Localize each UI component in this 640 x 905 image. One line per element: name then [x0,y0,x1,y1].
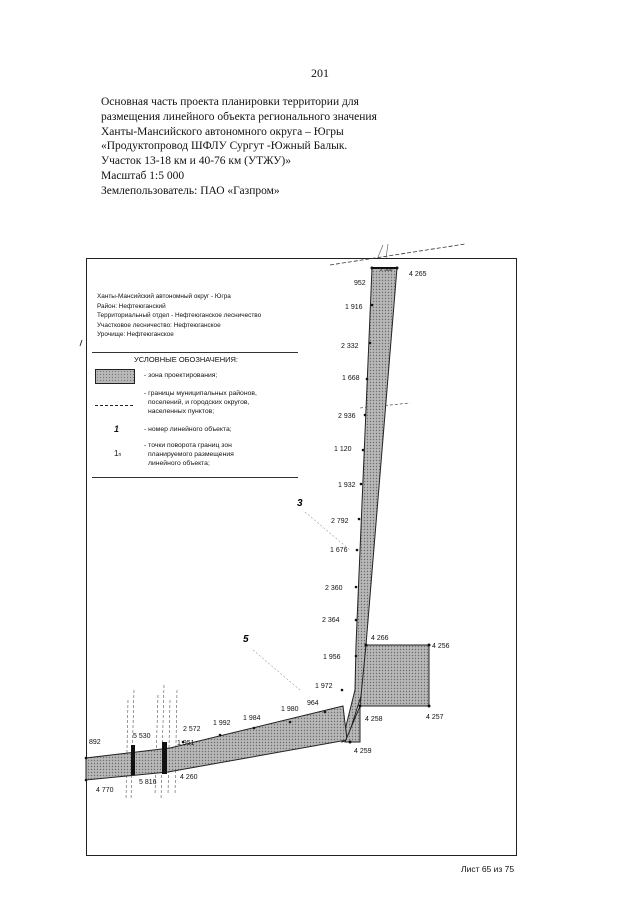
point-label: 1 972 [315,683,333,690]
point-label: 1 120 [334,446,352,453]
header-line: Основная часть проекта планировки территории для [101,96,359,108]
legend-object-text: - номер линейного объекта; [144,426,232,433]
object-number-label: 5 [243,634,249,645]
point-label: 4 770 [96,787,114,794]
point-label: 2 388 [380,267,393,273]
design-zone-horizontal [86,706,347,780]
point-label: 1 951 [177,740,195,747]
point-label: 2 360 [325,585,343,592]
legend-borders-line: населенных пунктов; [148,408,215,415]
point-label: 892 [89,739,101,746]
point-label: 4 259 [354,748,372,755]
leader-line [253,650,300,690]
point-label: 1 984 [243,715,261,722]
header-line: размещения линейного объекта регионального значения [101,110,377,123]
legend-borders-line: - границы муниципальных районов, [144,390,257,397]
page-number: 201 [311,66,329,80]
legend-points-line: - точки поворота границ зон [144,442,232,449]
legend-points-line: линейного объекта; [148,460,210,467]
boundary-line [80,340,82,346]
boundary-line [378,245,383,257]
location-info [97,292,261,340]
header-line: «Продуктопровод ШФЛУ Сургут -Южный Балык. [101,140,348,153]
header-line: Ханты-Мансийского автономного округа – Югры [101,125,344,138]
object-number-label: 3 [297,498,303,509]
scale-line: Масштаб 1:5 000 [101,169,185,182]
point-label: 4 256 [432,643,450,650]
info-line: Территориальный отдел - Нефтеюганское лесничество [97,312,262,320]
legend-points-text [144,441,234,468]
legend-borders-line: поселений, и городских округов, [148,399,250,406]
point-label: 1 932 [338,482,356,489]
legend-zone-text: - зона проектирования; [144,372,218,379]
legend-title: УСЛОВНЫЕ ОБОЗНАЧЕНИЯ: [134,355,239,364]
point-label: 4 258 [365,716,383,723]
point-label: 5 530 [133,733,151,740]
turn-point-symbol [114,449,121,458]
design-zone-block [360,645,429,706]
point-label: 4 260 [180,774,198,781]
point-label: 2 572 [183,726,201,733]
object-number-symbol: 1 [114,424,120,434]
point-label: 4 266 [371,635,389,642]
zone-swatch [95,369,135,384]
point-label: 2 364 [322,617,340,624]
turn-point-subscript: n [118,452,122,458]
header-line: Участок 13-18 км и 40-76 км (УТЖУ)» [101,155,291,168]
turn-point-number: 1 [114,449,119,458]
point-label: 1 916 [345,304,363,311]
border-dash-symbol [95,405,133,406]
point-label: 2 792 [331,518,349,525]
crossing-segment [162,742,167,774]
sheet-label: Лист 65 из 75 [461,864,515,874]
point-label: 1 956 [323,654,341,661]
point-label: 1 992 [213,720,231,727]
point-label: 1 668 [342,375,360,382]
point-label: 4 265 [409,271,427,278]
point-label: 952 [354,280,366,287]
point-label: 2 332 [341,343,359,350]
info-line: Участковое лесничество: Нефтеюганское [97,321,221,329]
point-label: 5 816 [139,779,157,786]
info-line: Урочище: Нефтеюганское [97,331,174,339]
point-label: 2 936 [338,413,356,420]
legend-borders-text [144,389,257,416]
info-line: Ханты-Мансийский автономный округ - Югра [97,293,231,300]
crossing-segment [131,745,135,775]
point-label: 4 257 [426,714,444,721]
boundary-line [330,244,465,265]
legend-points-line: планируемого размещения [148,451,234,458]
legend [92,352,298,478]
land-user-line: Землепользователь: ПАО «Газпром» [101,184,280,197]
point-label: 1 980 [281,706,299,713]
point-label: 964 [307,700,319,707]
point-label: 1 676 [330,547,348,554]
info-line: Район: Нефтеюганский [97,302,166,310]
